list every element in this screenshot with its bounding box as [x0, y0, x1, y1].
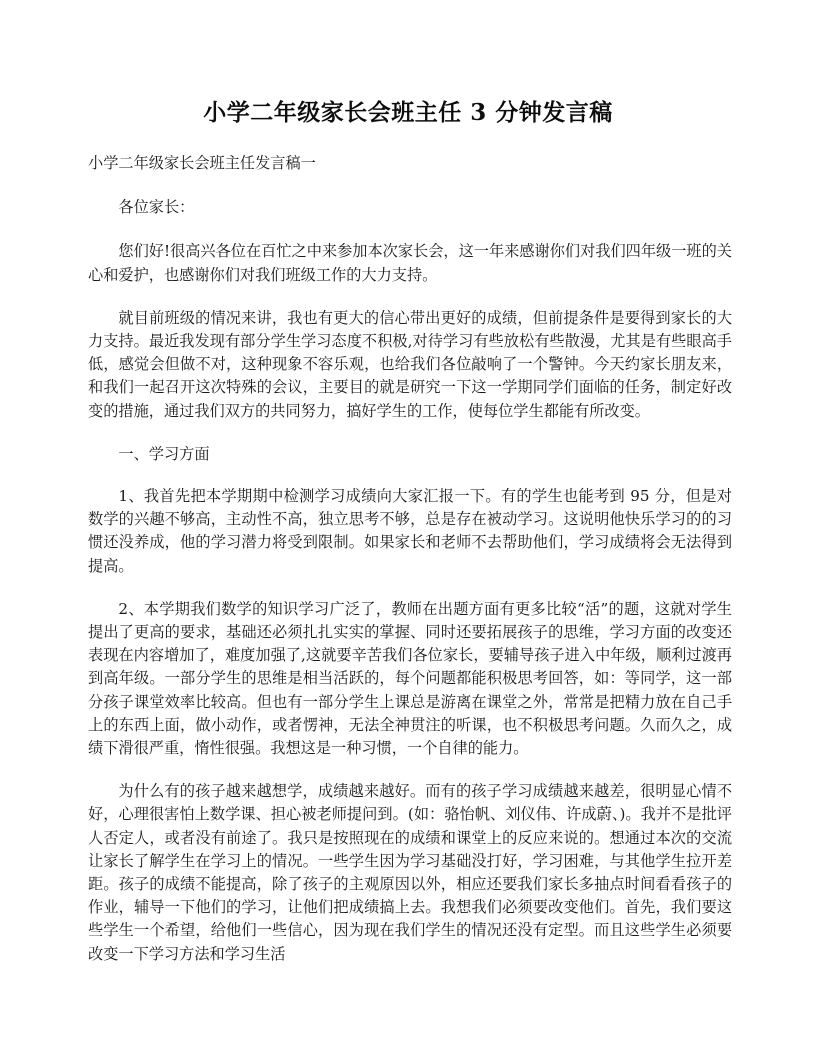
paragraph-item-2: 2、本学期我们数学的知识学习广泛了，教师在出题方面有更多比较“活”的题，这就对学生提出了更高的要求，基础还必须扎扎实实的掌握、同时还要拓展孩子的思维，学习方面的改变还表现在内容增加了，难度加强了,这就要辛苦我们各位家长，要辅导孩子进入中年级，顺利过渡再到高年级。一部分学生的思维是相当活跃的，每个问题都能积极思考回答，如：等同学，这一部分孩子课堂效率比较高。但也有一部分学生上课总是游离在课堂之外，常常是把精力放在自己手上的东西上面，做小动作，或者愣神，无法全神贯注的听课，也不积极思考问题。久而久之，成绩下滑很严重，惰性很强。我想这是一种习惯，一个自律的能力。 [88, 599, 732, 758]
block-spacer [88, 287, 732, 307]
paragraph-greeting: 您们好!很高兴各位在百忙之中来参加本次家长会，这一年来感谢你们对我们四年级一班的关心和爱护，也感谢你们对我们班级工作的大力支持。 [88, 242, 732, 284]
document-body [88, 152, 732, 966]
paragraph-why-differ: 为什么有的孩子越来越想学，成绩越来越好。而有的孩子学习成绩越来越差，很明显心情不好，心理很害怕上数学课、担心被老师提问到。(如：骆怡帆、刘仪伟、许成蔚、)。我并不是批评人否定人，或者没有前途了。我只是按照现在的成绩和课堂上的反应来说的。想通过本次的交流让家长了解学生在学习上的情况。一些学生因为学习基础没打好，学习困难，与其他学生拉开差距。孩子的成绩不能提高，除了孩子的主观原因以外，相应还要我们家长多抽点时间看看孩子的作业，辅导一下他们的学习，让他们把成绩搞上去。我想我们必须要改变他们。首先，我们要这些学生一个希望，给他们一些信心，因为现在我们学生的情况还没有定型。而且这些学生必须要改变一下学习方法和学习生活 [88, 782, 732, 963]
block-spacer [88, 466, 732, 485]
block-spacer [88, 423, 732, 443]
paragraph-class-situation: 就目前班级的情况来讲，我也有更大的信心带出更好的成绩，但前提条件是要得到家长的大力支持。最近我发现有部分学生学习态度不积极,对待学习有些放松有些散漫，尤其是有些眼高手低，感觉会但做不对，这种现象不容乐观，也给我们各位敲响了一个警钟。今天约家长朋友来，和我们一起召开这次特殊的会议，主要目的就是研究一下这一学期同学们面临的任务，制定好改变的措施，通过我们双方的共同努力，搞好学生的工作，使每位学生都能有所改变。 [88, 308, 732, 420]
section-heading-study: 一、学习方面 [118, 444, 210, 463]
page-title: 小学二年级家长会班主任 3 分钟发言稿 [203, 99, 613, 126]
salutation: 各位家长： [118, 198, 195, 217]
subtitle-line: 小学二年级家长会班主任发言稿一 [88, 154, 316, 172]
block-spacer [88, 175, 732, 196]
paragraph-item-1: 1、我首先把本学期期中检测学习成绩向大家汇报一下。有的学生也能考到 95 分，但是对数学的兴趣不够高，主动性不高，独立思考不够，总是存在被动学习。这说明他快乐学习的的习惯还没养成，他的学习潜力将受到限制。如果家长和老师不去帮助他们，学习成绩将会无法得到提高。 [88, 487, 732, 575]
block-spacer [88, 760, 732, 780]
block-spacer [88, 578, 732, 598]
block-spacer [88, 219, 732, 240]
